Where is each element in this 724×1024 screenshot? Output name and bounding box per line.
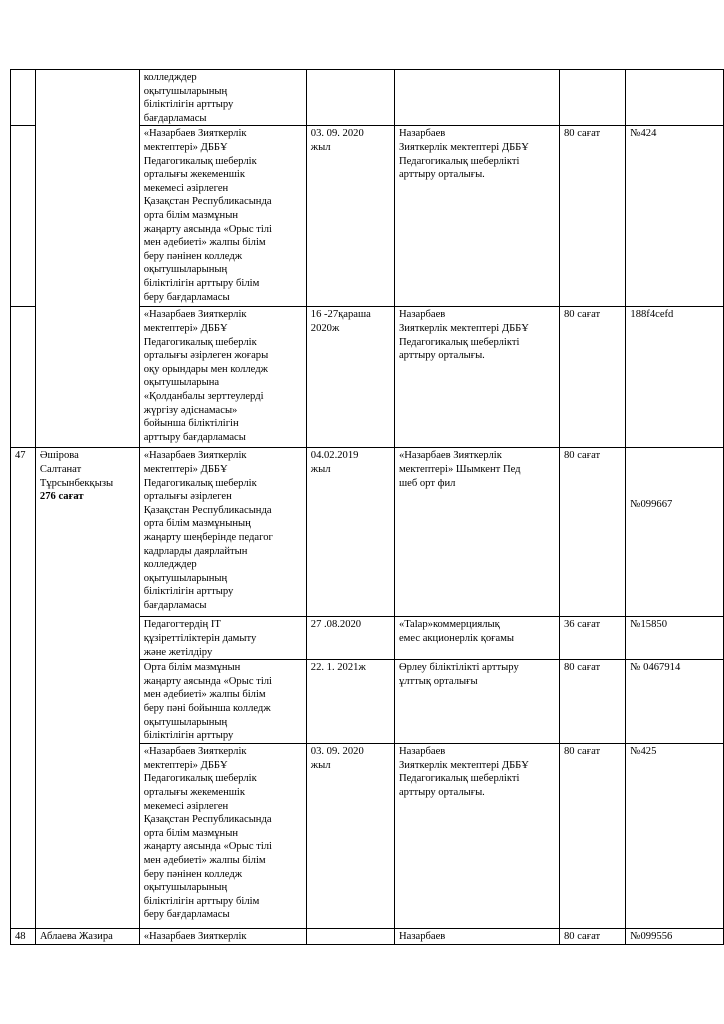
date-cell: 03. 09. 2020 жыл bbox=[306, 126, 394, 307]
hours-cell: 36 сағат bbox=[559, 617, 625, 660]
certificate-cell bbox=[626, 448, 724, 617]
certificate-cell: №15850 bbox=[626, 617, 724, 660]
organization-cell: «Назарбаев Зияткерлік мектептері» Шымкент Пед шеб орт фил bbox=[394, 448, 559, 617]
organization-cell: «Talap»коммерциялық емес акционерлік қоғамы bbox=[394, 617, 559, 660]
program-cell: «Назарбаев Зияткерлік мектептері» ДББҰ Педагогикалық шеберлік орталығы әзірлеген Қазақстан Республикасында орта білім мазмұнының жаңарту шеңберінде педагог кадрларды даярлайтын колледждер оқытушыларының біліктілігін арттыру бағдарламасы bbox=[139, 448, 306, 617]
organization-cell: Өрлеу біліктілікті арттыру ұлттық орталығы bbox=[394, 660, 559, 744]
program-cell: колледждер оқытушыларының біліктілігін арттыру бағдарламасы bbox=[139, 70, 306, 126]
row-number-cell: 47 bbox=[11, 448, 36, 929]
row-number-cell bbox=[11, 126, 36, 307]
date-cell: 16 -27қараша 2020ж bbox=[306, 307, 394, 448]
training-records-table bbox=[10, 69, 724, 945]
row-number-cell bbox=[11, 70, 36, 126]
certificate-cell: №424 bbox=[626, 126, 724, 307]
teacher-name-cell bbox=[35, 70, 139, 448]
hours-cell: 80 сағат bbox=[559, 929, 625, 945]
organization-cell bbox=[394, 70, 559, 126]
row-number-cell bbox=[11, 307, 36, 448]
program-cell: «Назарбаев Зияткерлік мектептері» ДББҰ Педагогикалық шеберлік орталығы жекеменшік мекемесі әзірлеген Қазақстан Республикасында орта білім мазмұнын жаңарту аясында «Орыс тілі мен әдебиеті» жалпы білім беру пәнінен колледж оқытушыларының біліктілігін арттыру білім беру бағдарламасы bbox=[139, 744, 306, 929]
program-cell: Педагогтердің IT құзіреттіліктерін дамыту және жетілдіру bbox=[139, 617, 306, 660]
certificate-cell: №099556 bbox=[626, 929, 724, 945]
program-cell: «Назарбаев Зияткерлік bbox=[139, 929, 306, 945]
hours-cell: 80 сағат bbox=[559, 744, 625, 929]
hours-cell: 80 сағат bbox=[559, 660, 625, 744]
table-row bbox=[11, 448, 724, 617]
table-row bbox=[11, 929, 724, 945]
program-cell: «Назарбаев Зияткерлік мектептері» ДББҰ Педагогикалық шеберлік орталығы жекеменшік мекемесі әзірлеген Қазақстан Республикасында орта білім мазмұнын жаңарту аясында «Орыс тілі мен әдебиеті» жалпы білім беру пәнінен колледж оқытушыларының біліктілігін арттыру білім беру бағдарламасы bbox=[139, 126, 306, 307]
organization-cell: Назарбаев bbox=[394, 929, 559, 945]
row-number-cell: 48 bbox=[11, 929, 36, 945]
table-row bbox=[11, 70, 724, 126]
hours-cell: 80 сағат bbox=[559, 307, 625, 448]
hours-cell: 80 сағат bbox=[559, 126, 625, 307]
date-cell bbox=[306, 929, 394, 945]
organization-cell: Назарбаев Зияткерлік мектептері ДББҰ Педагогикалық шеберлікті арттыру орталығы. bbox=[394, 744, 559, 929]
certificate-cell bbox=[626, 70, 724, 126]
date-cell: 27 .08.2020 bbox=[306, 617, 394, 660]
date-cell: 22. 1. 2021ж bbox=[306, 660, 394, 744]
certificate-cell: №425 bbox=[626, 744, 724, 929]
organization-cell: Назарбаев Зияткерлік мектептері ДББҰ Педагогикалық шеберлікті арттыру орталығы. bbox=[394, 307, 559, 448]
date-cell bbox=[306, 70, 394, 126]
program-cell: Орта білім мазмұнын жаңарту аясында «Орыс тілі мен әдебиеті» жалпы білім беру пәні бойынша колледж оқытушыларының біліктілігін арттыру bbox=[139, 660, 306, 744]
teacher-name-cell: Аблаева Жазира bbox=[35, 929, 139, 945]
teacher-total-hours: 276 сағат bbox=[39, 491, 84, 503]
date-cell: 03. 09. 2020 жыл bbox=[306, 744, 394, 929]
organization-cell: Назарбаев Зияткерлік мектептері ДББҰ Педагогикалық шеберлікті арттыру орталығы. bbox=[394, 126, 559, 307]
certificate-cell: 188f4cefd bbox=[626, 307, 724, 448]
hours-cell: 80 сағат bbox=[559, 448, 625, 617]
date-cell: 04.02.2019 жыл bbox=[306, 448, 394, 617]
certificate-cell: № 0467914 bbox=[626, 660, 724, 744]
teacher-name: Әшірова Салтанат Тұрсынбекқызы bbox=[39, 450, 114, 489]
teacher-name-cell bbox=[35, 448, 139, 929]
hours-cell bbox=[559, 70, 625, 126]
program-cell: «Назарбаев Зияткерлік мектептері» ДББҰ Педагогикалық шеберлік орталығы әзірлеген жоғары оқу орындары мен колледж оқытушыларына «Қолданбалы зерттеулерді жүргізу әдіснамасы» бойынша біліктілігін арттыру бағдарламасы bbox=[139, 307, 306, 448]
certificate-number: №099667 bbox=[630, 499, 673, 511]
